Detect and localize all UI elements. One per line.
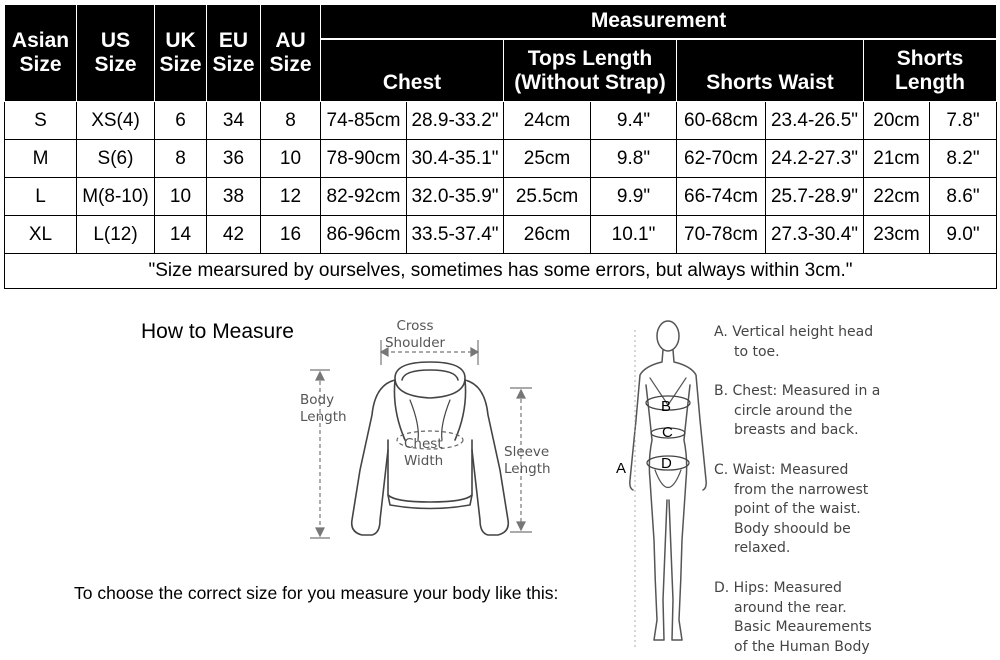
- table-row: [5, 216, 997, 254]
- header-shorts-waist: Shorts Waist: [677, 39, 864, 102]
- header-us-size: US Size: [77, 5, 155, 102]
- table-cell: 8.6": [930, 178, 997, 216]
- header-tops-length: Tops Length (Without Strap): [504, 39, 677, 102]
- table-cell: 21cm: [864, 140, 930, 178]
- table-cell: 24cm: [504, 102, 591, 140]
- legend-c: C. Waist: Measured from the narrowest point of the waist. Body shoould be relaxed.: [714, 462, 869, 556]
- table-cell: 36: [207, 140, 261, 178]
- table-row: [5, 102, 997, 140]
- human-body-diagram-icon: [620, 315, 720, 660]
- table-cell: 10: [261, 140, 321, 178]
- table-cell: 8.2": [930, 140, 997, 178]
- table-cell: 8: [261, 102, 321, 140]
- table-cell: 25.5cm: [504, 178, 591, 216]
- table-cell: 28.9-33.2": [407, 102, 504, 140]
- table-cell: 6: [155, 102, 207, 140]
- body-letter-c: C: [662, 424, 673, 441]
- table-cell: 82-92cm: [321, 178, 407, 216]
- header-shorts-length: Shorts Length: [864, 39, 997, 102]
- table-cell: M(8-10): [77, 178, 155, 216]
- table-cell: 70-78cm: [677, 216, 766, 254]
- table-cell: 42: [207, 216, 261, 254]
- header-chest: Chest: [321, 39, 504, 102]
- table-cell: 12: [261, 178, 321, 216]
- table-cell: 16: [261, 216, 321, 254]
- table-cell: 33.5-37.4": [407, 216, 504, 254]
- table-cell: XS(4): [77, 102, 155, 140]
- legend-a: A. Vertical height head to toe.: [714, 324, 874, 360]
- chest-width-label: Chest Width: [404, 436, 444, 469]
- table-cell: 74-85cm: [321, 102, 407, 140]
- table-cell: 60-68cm: [677, 102, 766, 140]
- table-cell: 10: [155, 178, 207, 216]
- table-cell: 22cm: [864, 178, 930, 216]
- legend-d: D. Hips: Measured around the rear. Basic Meaurements of the Human Body: [714, 580, 872, 655]
- header-eu-size: EU Size: [207, 5, 261, 102]
- table-cell: 30.4-35.1": [407, 140, 504, 178]
- table-cell: 8: [155, 140, 207, 178]
- body-letter-d: D: [661, 455, 672, 472]
- table-row: [5, 178, 997, 216]
- table-cell: 9.8": [591, 140, 677, 178]
- table-cell: 25cm: [504, 140, 591, 178]
- table-cell: 23cm: [864, 216, 930, 254]
- table-cell: 32.0-35.9": [407, 178, 504, 216]
- table-cell: 38: [207, 178, 261, 216]
- table-cell: L(12): [77, 216, 155, 254]
- table-cell: 26cm: [504, 216, 591, 254]
- sleeve-length-label: Sleeve Length: [504, 444, 551, 477]
- cross-shoulder-label: Cross Shoulder: [384, 318, 446, 351]
- table-cell: 7.8": [930, 102, 997, 140]
- how-to-measure-title: How to Measure: [141, 320, 294, 343]
- table-cell: 14: [155, 216, 207, 254]
- table-cell: 34: [207, 102, 261, 140]
- table-cell: XL: [5, 216, 77, 254]
- header-au-size: AU Size: [261, 5, 321, 102]
- table-cell: 23.4-26.5": [766, 102, 864, 140]
- body-letter-b: B: [661, 398, 672, 415]
- table-cell: 9.0": [930, 216, 997, 254]
- table-cell: 10.1": [591, 216, 677, 254]
- header-measurement: Measurement: [321, 5, 997, 39]
- size-chart-table: [4, 4, 997, 289]
- table-cell: 9.9": [591, 178, 677, 216]
- table-cell: M: [5, 140, 77, 178]
- choose-size-text: To choose the correct size for you measure your body like this:: [74, 583, 559, 603]
- table-cell: 86-96cm: [321, 216, 407, 254]
- table-cell: 66-74cm: [677, 178, 766, 216]
- table-cell: 27.3-30.4": [766, 216, 864, 254]
- header-uk-size: UK Size: [155, 5, 207, 102]
- table-cell: 25.7-28.9": [766, 178, 864, 216]
- table-cell: 24.2-27.3": [766, 140, 864, 178]
- table-cell: S: [5, 102, 77, 140]
- table-cell: S(6): [77, 140, 155, 178]
- header-asian-size: Asian Size: [5, 5, 77, 102]
- body-letter-a: A: [616, 460, 627, 477]
- body-length-label: Body Length: [300, 392, 347, 425]
- table-cell: L: [5, 178, 77, 216]
- table-note: "Size mearsured by ourselves, sometimes has some errors, but always within 3cm.": [5, 254, 997, 289]
- table-row: [5, 140, 997, 178]
- legend-b: B. Chest: Measured in a circle around the breasts and back.: [714, 383, 881, 438]
- table-cell: 78-90cm: [321, 140, 407, 178]
- table-cell: 9.4": [591, 102, 677, 140]
- table-cell: 62-70cm: [677, 140, 766, 178]
- table-cell: 20cm: [864, 102, 930, 140]
